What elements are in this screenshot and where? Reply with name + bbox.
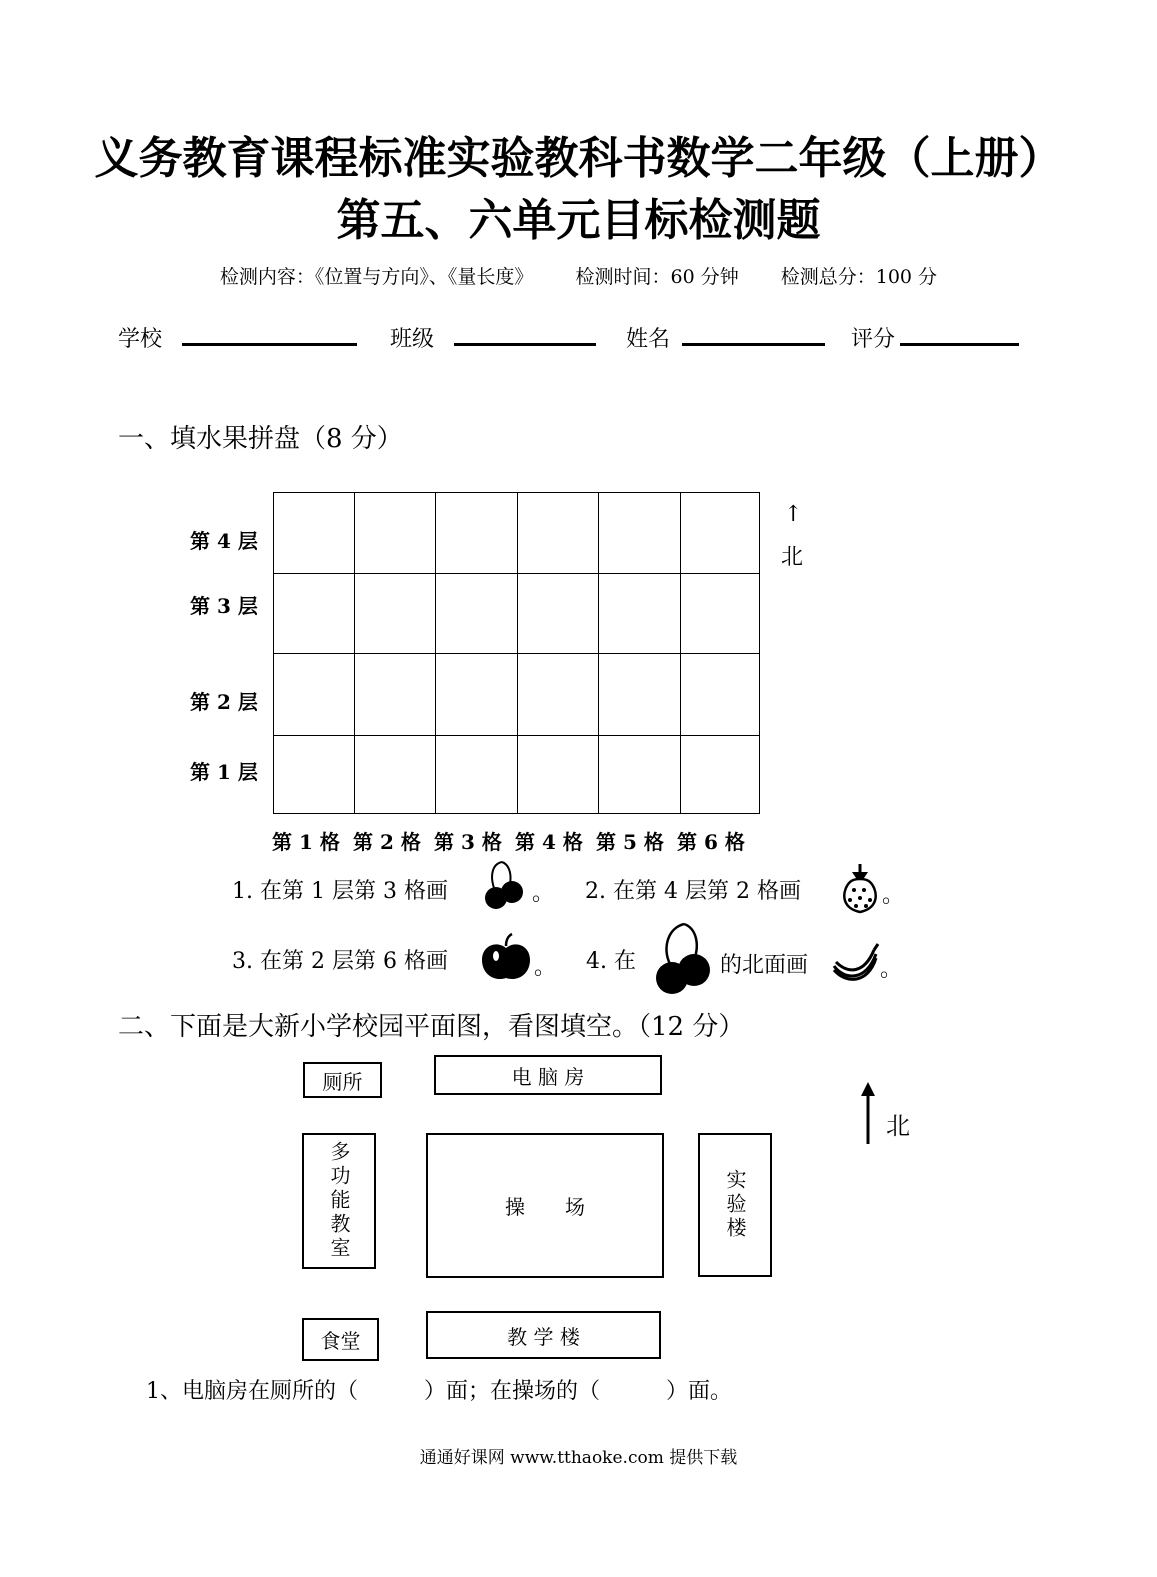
name-label: 姓名 <box>626 327 671 352</box>
fruit-grid <box>273 492 760 814</box>
exam-content: 检测内容：《位置与方向》、《量长度》 <box>219 266 534 288</box>
column-label-2: 第 2 格 <box>353 830 421 854</box>
teaching-building: 教 学 楼 <box>426 1311 661 1359</box>
question-4-part-a: 4. 在 <box>586 949 636 974</box>
playground: 操 场 <box>426 1133 664 1278</box>
layer-label-4: 第 4 层 <box>190 529 258 553</box>
cherry-icon <box>482 858 526 914</box>
page-title: 义务教育课程标准实验教科书数学二年级（上册） <box>94 133 1063 184</box>
north-arrow-icon: ↑ <box>784 502 803 527</box>
class-field[interactable] <box>454 343 596 346</box>
layer-label-1: 第 1 层 <box>190 760 258 784</box>
column-label-3: 第 3 格 <box>434 830 502 854</box>
question-1: 1. 在第 1 层第 3 格画 <box>232 879 448 904</box>
section2-heading: 二、下面是大新小学校园平面图，看图填空。（12 分） <box>118 1012 745 1042</box>
question-2: 2. 在第 4 层第 2 格画 <box>585 879 801 904</box>
cherry-icon <box>652 920 714 1000</box>
exam-meta <box>0 262 1157 289</box>
question-3-period: 。 <box>534 955 557 980</box>
question-3: 3. 在第 2 层第 6 格画 <box>232 949 448 974</box>
footer-credit: 通通好课网 www.tthaoke.com 提供下载 <box>419 1448 738 1468</box>
north-label: 北 <box>781 545 804 570</box>
lab-building: 实验楼 <box>698 1133 772 1277</box>
column-label-1: 第 1 格 <box>272 830 340 854</box>
exam-time: 检测时间：60 分钟 <box>575 266 739 288</box>
school-field[interactable] <box>182 343 357 346</box>
section2-question-1: 1、电脑房在厕所的（ ）面；在操场的（ ）面。 <box>146 1379 732 1404</box>
question-4-part-b: 的北面画 <box>720 953 809 978</box>
computer-room-building: 电 脑 房 <box>434 1055 662 1095</box>
canteen-building: 食堂 <box>302 1318 379 1361</box>
school-label: 学校 <box>118 327 163 352</box>
layer-label-3: 第 3 层 <box>190 594 258 618</box>
north-arrow-icon <box>858 1082 878 1146</box>
column-label-6: 第 6 格 <box>677 830 745 854</box>
strawberry-icon <box>838 860 882 916</box>
question-4-period: 。 <box>880 957 903 982</box>
rating-label: 评分 <box>851 327 896 352</box>
layer-label-2: 第 2 层 <box>190 690 258 714</box>
section1-heading: 一、填水果拼盘（8 分） <box>118 424 403 454</box>
apple-icon <box>478 932 534 984</box>
banana-icon <box>830 940 880 984</box>
toilet-building: 厕所 <box>303 1062 382 1098</box>
question-2-period: 。 <box>882 883 905 908</box>
multi-function-room-building: 多功能教室 <box>302 1133 376 1269</box>
page-subtitle: 第五、六单元目标检测题 <box>336 195 821 246</box>
name-field[interactable] <box>682 343 825 346</box>
class-label: 班级 <box>390 327 435 352</box>
column-label-4: 第 4 格 <box>515 830 583 854</box>
north-label: 北 <box>886 1112 910 1140</box>
question-1-period: 。 <box>532 881 555 906</box>
exam-score: 检测总分：100 分 <box>780 266 938 288</box>
rating-field[interactable] <box>900 343 1019 346</box>
column-label-5: 第 5 格 <box>596 830 664 854</box>
